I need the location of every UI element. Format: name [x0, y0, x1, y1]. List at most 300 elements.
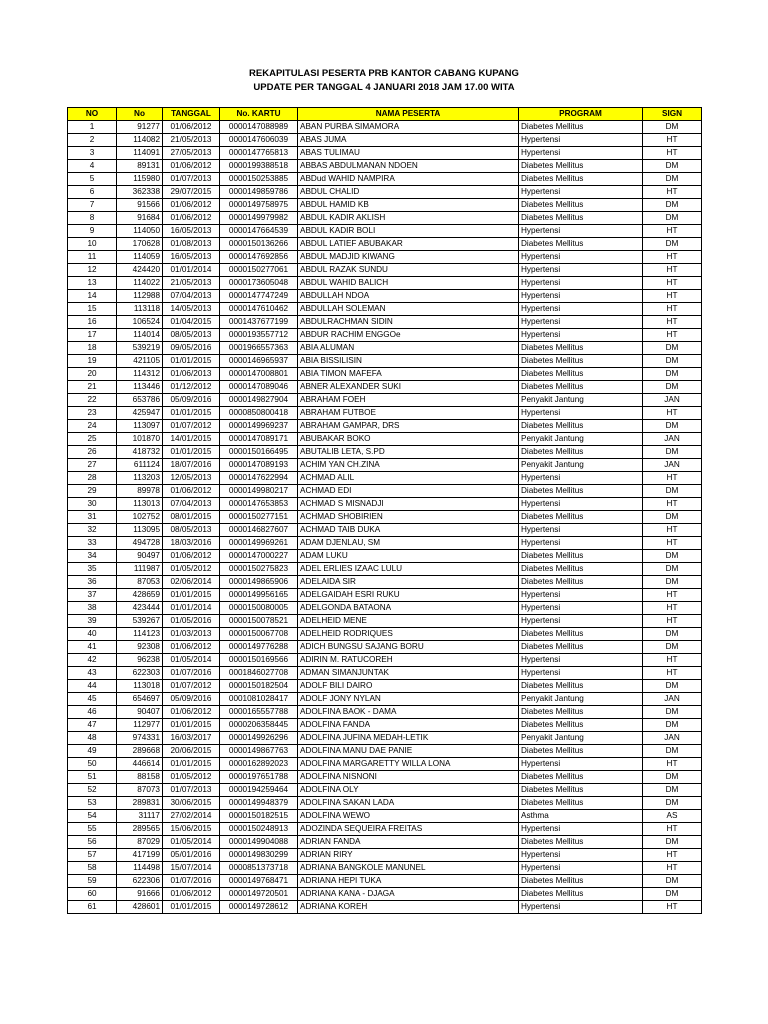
cell-no: 32 [68, 524, 117, 537]
cell-card-number: 0000150182515 [220, 810, 298, 823]
cell-participant-name: ABDUL WAHID BALICH [298, 277, 519, 290]
cell-card-number: 0000147089193 [220, 459, 298, 472]
cell-date: 08/05/2013 [163, 329, 220, 342]
report-title: REKAPITULASI PESERTA PRB KANTOR CABANG KUPANG [249, 68, 519, 79]
cell-number: 428659 [117, 589, 163, 602]
cell-program: Diabetes Mellitus [519, 797, 643, 810]
cell-date: 12/05/2013 [163, 472, 220, 485]
cell-card-number: 0000150248913 [220, 823, 298, 836]
table-row [68, 732, 702, 745]
cell-number: 91277 [117, 121, 163, 134]
cell-card-number: 0001437677199 [220, 316, 298, 329]
cell-no: 31 [68, 511, 117, 524]
table-row [68, 901, 702, 914]
cell-program: Penyakit Jantung [519, 459, 643, 472]
cell-card-number: 0000149859786 [220, 186, 298, 199]
cell-participant-name: ADOLFINA BAOK - DAMA [298, 706, 519, 719]
cell-date: 01/01/2015 [163, 407, 220, 420]
cell-participant-name: ABDUL KADIR BOLI [298, 225, 519, 238]
cell-sign: HT [643, 329, 702, 342]
cell-no: 6 [68, 186, 117, 199]
cell-number: 111987 [117, 563, 163, 576]
cell-participant-name: ADRIAN RIRY [298, 849, 519, 862]
cell-sign: JAN [643, 732, 702, 745]
cell-date: 05/09/2016 [163, 693, 220, 706]
cell-participant-name: ADRIAN FANDA [298, 836, 519, 849]
cell-number: 101870 [117, 433, 163, 446]
table-row [68, 264, 702, 277]
cell-number: 89978 [117, 485, 163, 498]
cell-participant-name: ABUTALIB LETA, S.PD [298, 446, 519, 459]
cell-sign: DM [643, 511, 702, 524]
cell-card-number: 0000150182504 [220, 680, 298, 693]
cell-participant-name: ABIA TIMON MAFEFA [298, 368, 519, 381]
cell-program: Hypertensi [519, 264, 643, 277]
cell-sign: DM [643, 797, 702, 810]
cell-no: 5 [68, 173, 117, 186]
cell-participant-name: ACHMAD SHOBIRIEN [298, 511, 519, 524]
cell-program: Diabetes Mellitus [519, 628, 643, 641]
cell-sign: HT [643, 589, 702, 602]
cell-participant-name: ADELHEID MENE [298, 615, 519, 628]
cell-card-number: 0000165557788 [220, 706, 298, 719]
cell-program: Diabetes Mellitus [519, 680, 643, 693]
cell-participant-name: ABAS TULIMAU [298, 147, 519, 160]
cell-sign: DM [643, 420, 702, 433]
cell-date: 07/04/2013 [163, 290, 220, 303]
cell-card-number: 0000147610462 [220, 303, 298, 316]
cell-program: Diabetes Mellitus [519, 576, 643, 589]
table-row [68, 316, 702, 329]
cell-date: 01/01/2015 [163, 589, 220, 602]
cell-participant-name: ADAM LUKU [298, 550, 519, 563]
cell-number: 90407 [117, 706, 163, 719]
cell-sign: DM [643, 563, 702, 576]
cell-card-number: 0001966557363 [220, 342, 298, 355]
cell-number: 114050 [117, 225, 163, 238]
cell-program: Hypertensi [519, 329, 643, 342]
cell-no: 34 [68, 550, 117, 563]
table-row [68, 667, 702, 680]
cell-program: Diabetes Mellitus [519, 563, 643, 576]
cell-date: 16/05/2013 [163, 251, 220, 264]
cell-sign: DM [643, 875, 702, 888]
cell-card-number: 0000850800418 [220, 407, 298, 420]
cell-card-number: 0000149865906 [220, 576, 298, 589]
table-row [68, 602, 702, 615]
cell-number: 90497 [117, 550, 163, 563]
cell-number: 114123 [117, 628, 163, 641]
cell-date: 01/06/2012 [163, 706, 220, 719]
cell-card-number: 0000149904088 [220, 836, 298, 849]
cell-program: Diabetes Mellitus [519, 485, 643, 498]
cell-date: 01/06/2012 [163, 121, 220, 134]
cell-no: 56 [68, 836, 117, 849]
cell-card-number: 0000150078521 [220, 615, 298, 628]
cell-sign: DM [643, 355, 702, 368]
cell-no: 54 [68, 810, 117, 823]
cell-sign: HT [643, 277, 702, 290]
cell-date: 01/01/2014 [163, 602, 220, 615]
cell-participant-name: ADOLFINA OLY [298, 784, 519, 797]
cell-date: 01/06/2013 [163, 368, 220, 381]
cell-number: 113095 [117, 524, 163, 537]
cell-date: 27/02/2014 [163, 810, 220, 823]
col-header-date: TANGGAL [163, 108, 220, 121]
cell-date: 01/06/2012 [163, 485, 220, 498]
cell-number: 494728 [117, 537, 163, 550]
cell-date: 08/05/2013 [163, 524, 220, 537]
cell-number: 113097 [117, 420, 163, 433]
cell-participant-name: ADOLF BILI DAIRO [298, 680, 519, 693]
cell-card-number: 0000193557712 [220, 329, 298, 342]
cell-no: 42 [68, 654, 117, 667]
cell-program: Hypertensi [519, 524, 643, 537]
cell-program: Diabetes Mellitus [519, 771, 643, 784]
table-row [68, 680, 702, 693]
cell-sign: DM [643, 160, 702, 173]
cell-card-number: 0000150166495 [220, 446, 298, 459]
cell-participant-name: ADOLFINA NISNONI [298, 771, 519, 784]
cell-program: Diabetes Mellitus [519, 173, 643, 186]
cell-program: Asthma [519, 810, 643, 823]
cell-participant-name: ADELAIDA SIR [298, 576, 519, 589]
cell-card-number: 0000147089046 [220, 381, 298, 394]
cell-participant-name: ADRIANA HEPI TUKA [298, 875, 519, 888]
cell-program: Hypertensi [519, 303, 643, 316]
cell-no: 40 [68, 628, 117, 641]
cell-date: 01/01/2015 [163, 901, 220, 914]
cell-number: 362338 [117, 186, 163, 199]
cell-no: 21 [68, 381, 117, 394]
table-row [68, 485, 702, 498]
cell-participant-name: ABDUL LATIEF ABUBAKAR [298, 238, 519, 251]
cell-number: 87029 [117, 836, 163, 849]
cell-sign: DM [643, 888, 702, 901]
cell-date: 01/01/2015 [163, 355, 220, 368]
cell-number: 622303 [117, 667, 163, 680]
cell-card-number: 0000149776288 [220, 641, 298, 654]
cell-number: 622306 [117, 875, 163, 888]
table-row [68, 199, 702, 212]
cell-number: 654697 [117, 693, 163, 706]
cell-program: Diabetes Mellitus [519, 160, 643, 173]
cell-sign: AS [643, 810, 702, 823]
table-row [68, 693, 702, 706]
cell-program: Diabetes Mellitus [519, 420, 643, 433]
cell-sign: HT [643, 251, 702, 264]
table-row [68, 524, 702, 537]
cell-program: Hypertensi [519, 186, 643, 199]
cell-card-number: 0000162892023 [220, 758, 298, 771]
cell-date: 18/07/2016 [163, 459, 220, 472]
cell-program: Diabetes Mellitus [519, 745, 643, 758]
cell-participant-name: ADELGAIDAH ESRI RUKU [298, 589, 519, 602]
col-header-participant-name: NAMA PESERTA [298, 108, 519, 121]
cell-program: Diabetes Mellitus [519, 836, 643, 849]
cell-no: 9 [68, 225, 117, 238]
cell-program: Diabetes Mellitus [519, 511, 643, 524]
cell-card-number: 0000197651788 [220, 771, 298, 784]
cell-number: 446614 [117, 758, 163, 771]
cell-no: 26 [68, 446, 117, 459]
cell-card-number: 0000149758975 [220, 199, 298, 212]
cell-participant-name: ABIA ALUMAN [298, 342, 519, 355]
cell-sign: DM [643, 238, 702, 251]
table-row [68, 160, 702, 173]
cell-card-number: 0000150169566 [220, 654, 298, 667]
cell-program: Hypertensi [519, 862, 643, 875]
cell-program: Hypertensi [519, 654, 643, 667]
table-row [68, 706, 702, 719]
cell-no: 47 [68, 719, 117, 732]
col-header-sign: SIGN [643, 108, 702, 121]
cell-no: 2 [68, 134, 117, 147]
cell-sign: DM [643, 706, 702, 719]
cell-no: 37 [68, 589, 117, 602]
cell-date: 01/01/2015 [163, 719, 220, 732]
cell-participant-name: ABDUL CHALID [298, 186, 519, 199]
table-row [68, 589, 702, 602]
cell-date: 01/07/2013 [163, 784, 220, 797]
cell-participant-name: ADOZINDA SEQUEIRA FREITAS [298, 823, 519, 836]
cell-number: 91566 [117, 199, 163, 212]
cell-date: 02/06/2014 [163, 576, 220, 589]
cell-date: 01/05/2012 [163, 563, 220, 576]
table-row [68, 537, 702, 550]
cell-no: 33 [68, 537, 117, 550]
cell-card-number: 0000147765813 [220, 147, 298, 160]
cell-no: 27 [68, 459, 117, 472]
cell-date: 14/05/2013 [163, 303, 220, 316]
cell-participant-name: ABRAHAM FOEH [298, 394, 519, 407]
cell-participant-name: ABIA BISSILISIN [298, 355, 519, 368]
col-header-program: PROGRAM [519, 108, 643, 121]
cell-number: 87053 [117, 576, 163, 589]
table-row [68, 836, 702, 849]
table-row [68, 511, 702, 524]
cell-card-number: 0000149867763 [220, 745, 298, 758]
cell-participant-name: ABDUL HAMID KB [298, 199, 519, 212]
cell-participant-name: ADOLFINA SAKAN LADA [298, 797, 519, 810]
cell-date: 21/05/2013 [163, 134, 220, 147]
cell-no: 55 [68, 823, 117, 836]
cell-program: Diabetes Mellitus [519, 446, 643, 459]
cell-number: 114082 [117, 134, 163, 147]
cell-sign: HT [643, 524, 702, 537]
table-row [68, 784, 702, 797]
cell-program: Diabetes Mellitus [519, 355, 643, 368]
table-row [68, 797, 702, 810]
cell-no: 51 [68, 771, 117, 784]
cell-date: 08/01/2015 [163, 511, 220, 524]
cell-sign: DM [643, 680, 702, 693]
cell-card-number: 0000149969261 [220, 537, 298, 550]
cell-no: 38 [68, 602, 117, 615]
cell-sign: DM [643, 745, 702, 758]
cell-program: Hypertensi [519, 849, 643, 862]
cell-card-number: 0000150275823 [220, 563, 298, 576]
cell-sign: DM [643, 784, 702, 797]
cell-participant-name: ABUBAKAR BOKO [298, 433, 519, 446]
cell-no: 57 [68, 849, 117, 862]
cell-card-number: 0000146827607 [220, 524, 298, 537]
table-row [68, 238, 702, 251]
cell-date: 15/07/2014 [163, 862, 220, 875]
cell-card-number: 0000149979982 [220, 212, 298, 225]
cell-card-number: 0000150136266 [220, 238, 298, 251]
cell-number: 87073 [117, 784, 163, 797]
cell-no: 36 [68, 576, 117, 589]
cell-no: 16 [68, 316, 117, 329]
cell-number: 115980 [117, 173, 163, 186]
table-row [68, 329, 702, 342]
cell-no: 17 [68, 329, 117, 342]
cell-number: 289668 [117, 745, 163, 758]
cell-number: 974331 [117, 732, 163, 745]
cell-sign: HT [643, 225, 702, 238]
cell-sign: HT [643, 758, 702, 771]
table-row [68, 576, 702, 589]
cell-sign: DM [643, 121, 702, 134]
cell-participant-name: ADOLF JONY NYLAN [298, 693, 519, 706]
cell-no: 3 [68, 147, 117, 160]
cell-card-number: 0000206358445 [220, 719, 298, 732]
cell-card-number: 0000150277061 [220, 264, 298, 277]
cell-sign: HT [643, 407, 702, 420]
cell-card-number: 0000173605048 [220, 277, 298, 290]
cell-no: 8 [68, 212, 117, 225]
cell-participant-name: ADOLFINA JUFINA MEDAH-LETIK [298, 732, 519, 745]
cell-no: 41 [68, 641, 117, 654]
cell-participant-name: ACHMAD ALIL [298, 472, 519, 485]
cell-participant-name: ABDUR RACHIM ENGGOe [298, 329, 519, 342]
table-row [68, 459, 702, 472]
cell-card-number: 0000149720501 [220, 888, 298, 901]
cell-date: 01/07/2013 [163, 173, 220, 186]
cell-date: 01/06/2012 [163, 199, 220, 212]
table-row [68, 121, 702, 134]
cell-sign: HT [643, 303, 702, 316]
cell-sign: DM [643, 485, 702, 498]
cell-number: 113013 [117, 498, 163, 511]
cell-number: 91684 [117, 212, 163, 225]
cell-sign: DM [643, 381, 702, 394]
cell-sign: HT [643, 134, 702, 147]
cell-sign: DM [643, 836, 702, 849]
cell-no: 50 [68, 758, 117, 771]
table-row [68, 615, 702, 628]
cell-program: Hypertensi [519, 251, 643, 264]
cell-card-number: 0000147000227 [220, 550, 298, 563]
cell-card-number: 0000149827904 [220, 394, 298, 407]
cell-participant-name: ABAN PURBA SIMAMORA [298, 121, 519, 134]
cell-number: 113018 [117, 680, 163, 693]
table-row [68, 745, 702, 758]
cell-card-number: 0000199388518 [220, 160, 298, 173]
cell-program: Hypertensi [519, 537, 643, 550]
cell-date: 01/12/2012 [163, 381, 220, 394]
cell-number: 423444 [117, 602, 163, 615]
cell-sign: DM [643, 446, 702, 459]
cell-date: 01/05/2014 [163, 836, 220, 849]
cell-card-number: 0000149926296 [220, 732, 298, 745]
cell-number: 289565 [117, 823, 163, 836]
cell-participant-name: ABDUL KADIR AKLISH [298, 212, 519, 225]
cell-no: 15 [68, 303, 117, 316]
cell-participant-name: ADRIANA KANA - DJAGA [298, 888, 519, 901]
cell-sign: HT [643, 472, 702, 485]
cell-no: 49 [68, 745, 117, 758]
cell-date: 14/01/2015 [163, 433, 220, 446]
cell-date: 29/07/2015 [163, 186, 220, 199]
col-header-number: No [117, 108, 163, 121]
cell-sign: DM [643, 342, 702, 355]
cell-no: 22 [68, 394, 117, 407]
cell-date: 09/05/2016 [163, 342, 220, 355]
cell-participant-name: ABNER ALEXANDER SUKI [298, 381, 519, 394]
table-row [68, 147, 702, 160]
cell-participant-name: ADICH BUNGSU SAJANG BORU [298, 641, 519, 654]
cell-participant-name: ACHMAD S MISNADJI [298, 498, 519, 511]
cell-no: 10 [68, 238, 117, 251]
cell-program: Diabetes Mellitus [519, 875, 643, 888]
cell-program: Hypertensi [519, 277, 643, 290]
cell-number: 112977 [117, 719, 163, 732]
cell-participant-name: ACHMAD EDI [298, 485, 519, 498]
cell-number: 114091 [117, 147, 163, 160]
cell-no: 1 [68, 121, 117, 134]
cell-program: Hypertensi [519, 667, 643, 680]
cell-date: 01/01/2015 [163, 758, 220, 771]
cell-number: 114498 [117, 862, 163, 875]
cell-sign: HT [643, 901, 702, 914]
cell-participant-name: ADRIANA BANGKOLE MANUNEL [298, 862, 519, 875]
cell-program: Diabetes Mellitus [519, 784, 643, 797]
cell-date: 16/05/2013 [163, 225, 220, 238]
cell-card-number: 0000150253885 [220, 173, 298, 186]
cell-sign: HT [643, 654, 702, 667]
cell-participant-name: ABDUL RAZAK SUNDU [298, 264, 519, 277]
cell-program: Hypertensi [519, 498, 643, 511]
cell-number: 611124 [117, 459, 163, 472]
table-row [68, 641, 702, 654]
cell-number: 91666 [117, 888, 163, 901]
cell-date: 27/05/2013 [163, 147, 220, 160]
cell-sign: DM [643, 771, 702, 784]
cell-sign: DM [643, 173, 702, 186]
cell-date: 01/05/2014 [163, 654, 220, 667]
table-row [68, 212, 702, 225]
cell-date: 21/05/2013 [163, 277, 220, 290]
cell-program: Penyakit Jantung [519, 693, 643, 706]
cell-card-number: 0000150277151 [220, 511, 298, 524]
cell-sign: JAN [643, 433, 702, 446]
cell-program: Hypertensi [519, 225, 643, 238]
table-row [68, 719, 702, 732]
cell-date: 01/01/2014 [163, 264, 220, 277]
table-row [68, 303, 702, 316]
table-row [68, 394, 702, 407]
cell-date: 07/04/2013 [163, 498, 220, 511]
cell-sign: DM [643, 576, 702, 589]
cell-number: 114022 [117, 277, 163, 290]
col-header-no: NO [68, 108, 117, 121]
cell-participant-name: ABDULRACHMAN SIDIN [298, 316, 519, 329]
cell-no: 12 [68, 264, 117, 277]
cell-date: 20/06/2015 [163, 745, 220, 758]
cell-number: 113118 [117, 303, 163, 316]
